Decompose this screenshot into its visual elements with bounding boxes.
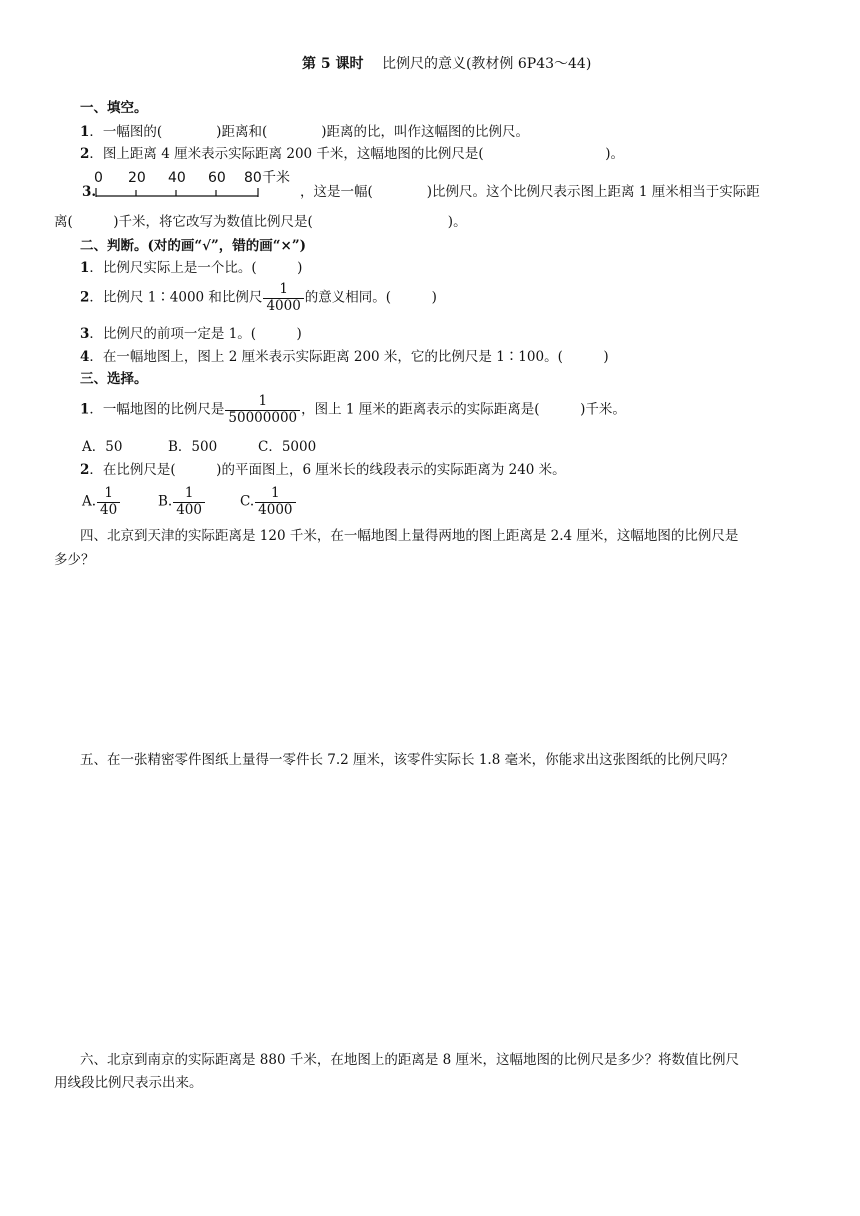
s1-question-3-text-a: ，这是一幅( )比例尺。这个比例尺表示图上距离 1 厘米相当于实际距 [300,184,760,200]
s2-question-2: 2．比例尺 1∶4000 和比例尺 $\frac{1}{4000}$ 的意义相同。( ) [80,281,437,314]
scale-label-60: 60 [208,170,226,186]
s3-q1-option-c: C．5000 [258,439,317,455]
s3-q2-option-a: A. $\frac{1}{40}$ [82,486,121,518]
page-title [302,56,591,73]
s3-q2-option-c: C. $\frac{1}{4000}$ [240,486,297,518]
fraction: $\frac{1}{40}$ [97,486,120,518]
section-4-problem-line-1: 四、北京到天津的实际距离是 120 千米，在一幅地图上量得两地的图上距离是 2.4 厘米，这幅地图的比例尺是 [80,528,739,544]
s2-question-3: 3．比例尺的前项一定是 1。( ) [80,326,302,342]
s3-q1-option-b: B．500 [168,439,218,455]
fraction: $\frac{1}{50000000}$ [225,394,300,426]
section-1-heading: 一、填空。 [80,100,148,116]
scale-label-80: 80 [244,170,262,186]
s3-q1-option-a: A．50 [82,439,123,455]
section-4-problem-line-2: 多少？ [54,552,95,568]
s1-question-3-text-b: 离( )千米，将它改写为数值比例尺是( )。 [54,214,467,230]
lesson-number: 第 5 课时 [302,56,364,72]
s3-question-1: 1．一幅地图的比例尺是 $\frac{1}{50000000}$ ，图上 1 厘米的距离表示的实际距离是( )千米。 [80,393,626,426]
section-2-heading: 二、判断。(对的画“√”，错的画“×”) [80,238,307,254]
s2-question-4: 4．在一幅地图上，图上 2 厘米表示实际距离 200 米，它的比例尺是 1∶100。( ) [80,349,609,365]
fraction: $\frac{1}{4000}$ [263,282,303,314]
section-3-heading: 三、选择。 [80,371,148,387]
scale-unit: 千米 [262,170,290,186]
s1-question-2: 2．图上距离 4 厘米表示实际距离 200 千米，这幅地图的比例尺是( )。 [80,146,624,162]
fraction: $\frac{1}{4000}$ [255,486,295,518]
s2-question-1: 1．比例尺实际上是一个比。( ) [80,260,303,276]
scale-label-40: 40 [168,170,186,186]
scale-label-0: 0 [94,170,103,186]
fraction: $\frac{1}{400}$ [173,486,205,518]
s1-question-1: 1．一幅图的( )距离和( )距离的比，叫作这幅图的比例尺。 [80,124,529,140]
line-segment-scale [94,166,304,200]
s1-question-3-number: 3. [82,184,97,200]
s3-question-2: 2．在比例尺是( )的平面图上，6 厘米长的线段表示的实际距离为 240 米。 [80,462,566,478]
scale-label-20: 20 [128,170,146,186]
section-6-problem-line-1: 六、北京到南京的实际距离是 880 千米，在地图上的距离是 8 厘米，这幅地图的比例尺是多少？将数值比例尺 [80,1052,740,1068]
section-6-problem-line-2: 用线段比例尺表示出来。 [54,1075,203,1091]
s3-q2-option-b: B. $\frac{1}{400}$ [158,486,206,518]
lesson-topic: 比例尺的意义(教材例 6P43～44) [381,56,592,72]
section-5-problem: 五、在一张精密零件图纸上量得一零件长 7.2 厘米，该零件实际长 1.8 毫米，你能求出这张图纸的比例尺吗？ [80,752,735,768]
